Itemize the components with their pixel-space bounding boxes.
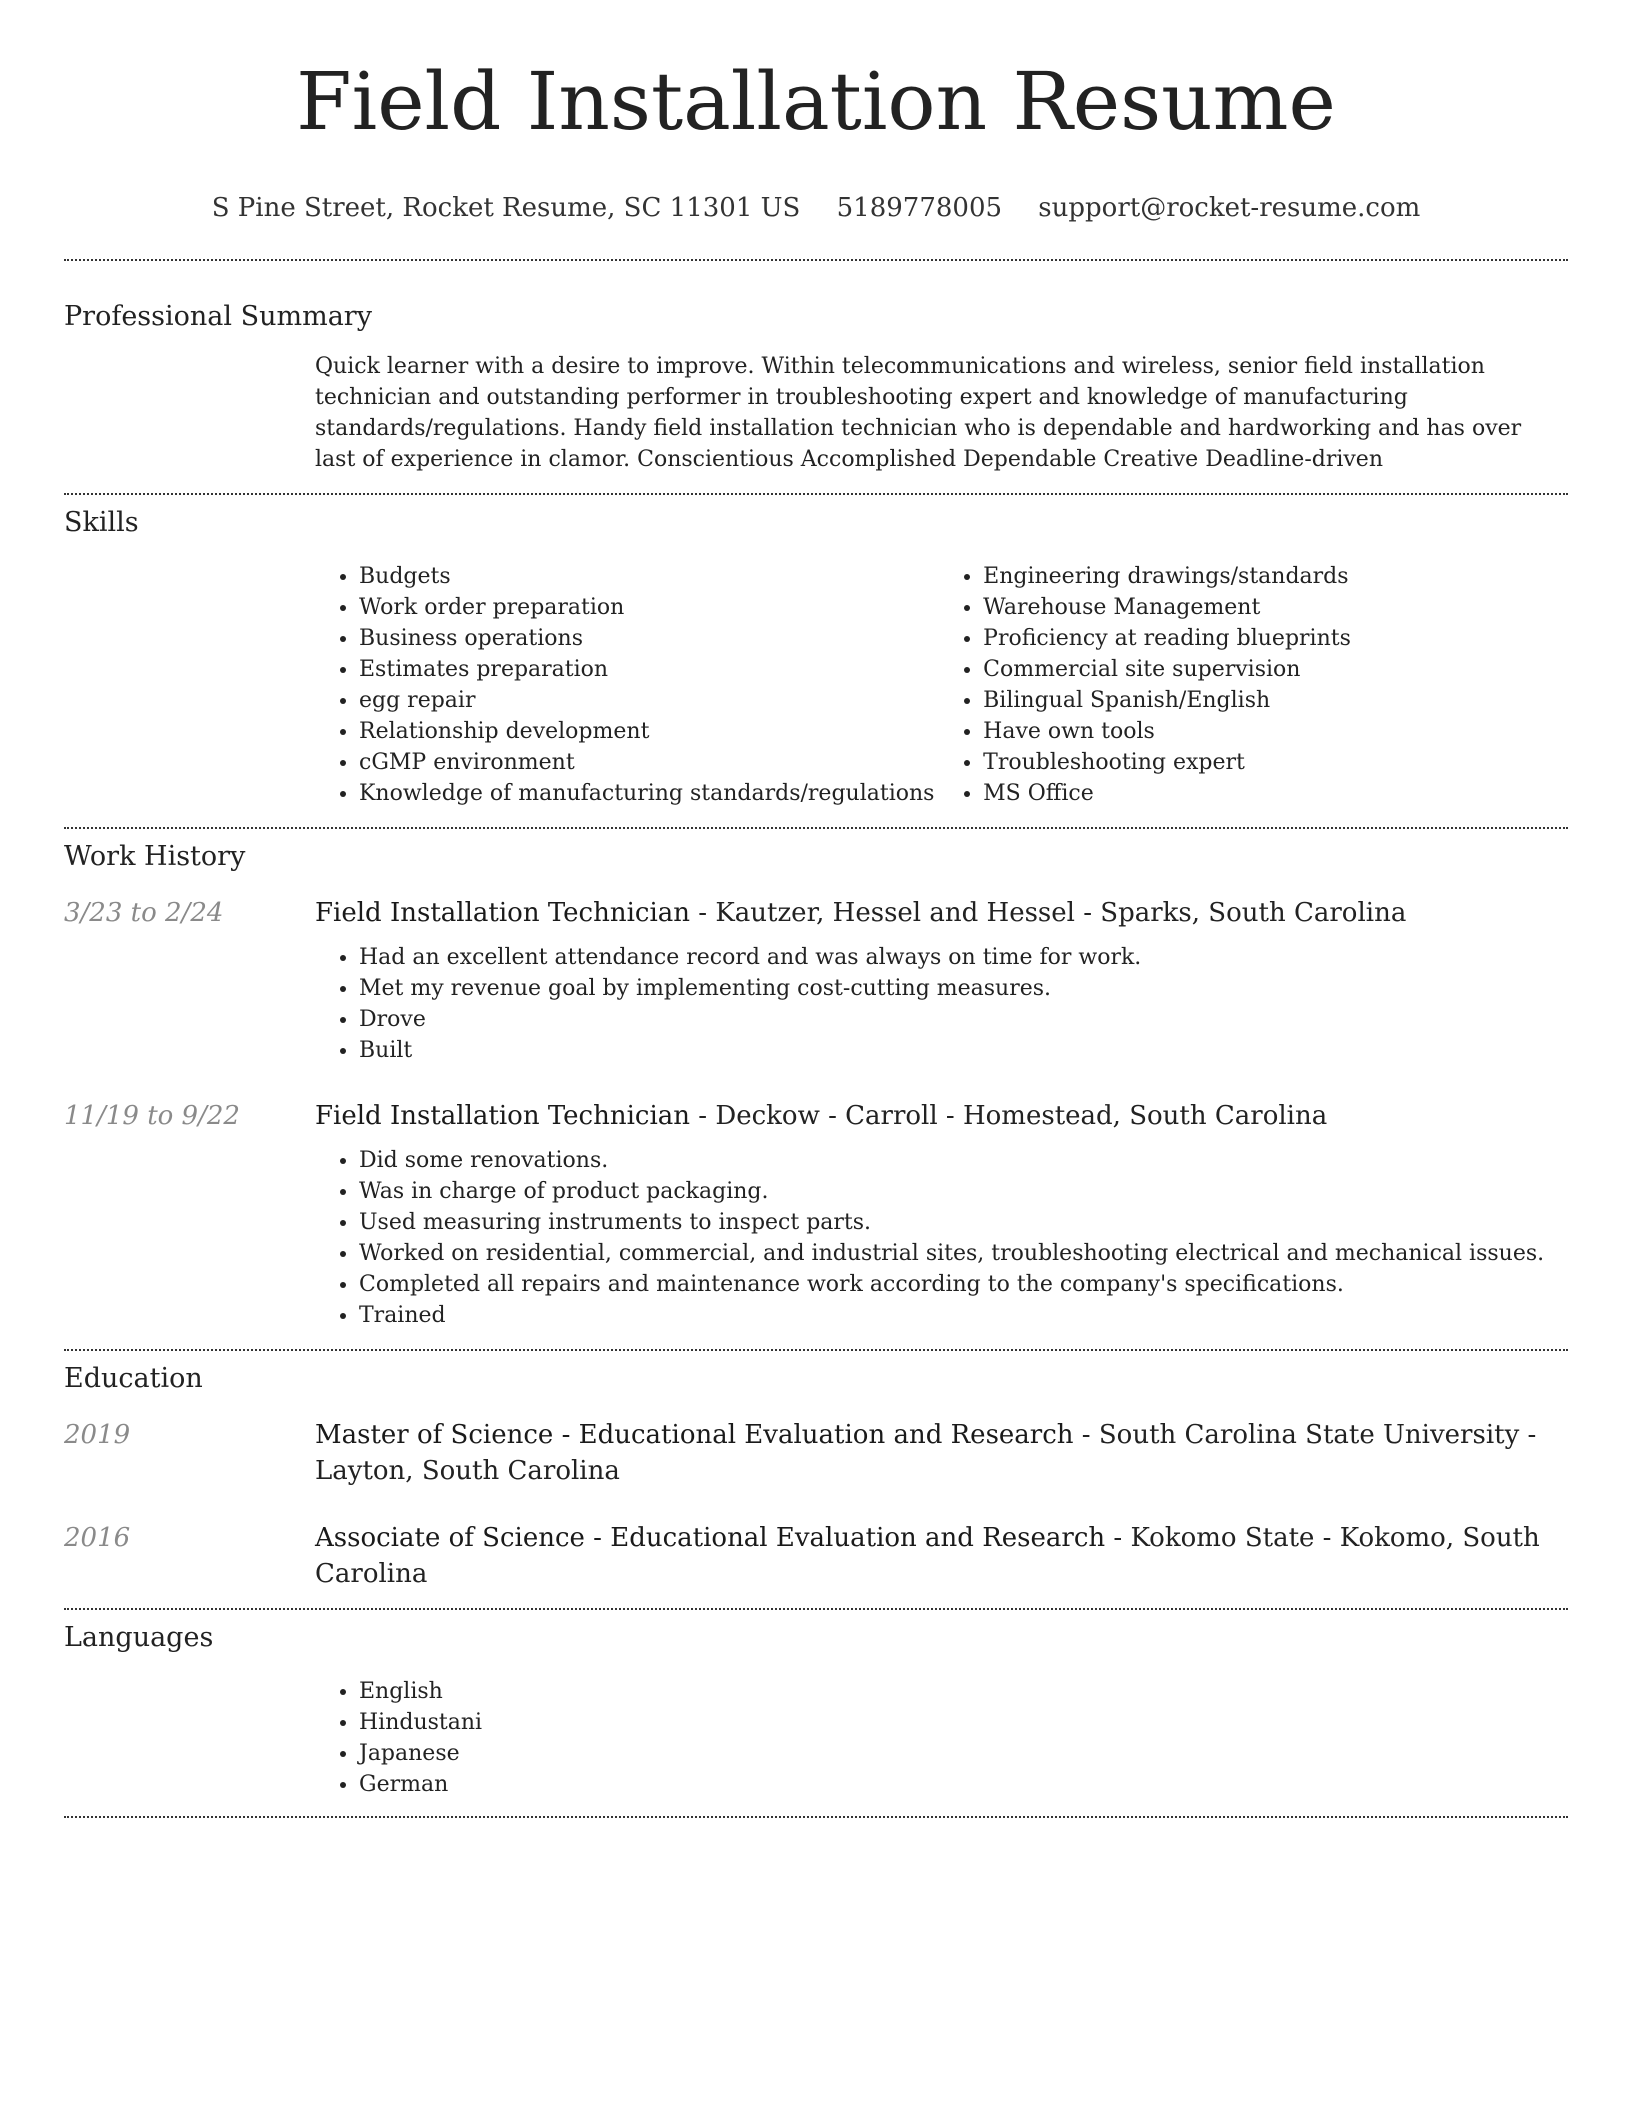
job-heading [315,895,1568,931]
list-item: • Troubleshooting expert [983,747,1568,778]
education-year: 2016 [64,1523,131,1553]
list-item: • MS Office [983,778,1568,809]
job-entry [64,1098,1568,1331]
skills-list-right [939,561,1568,809]
education-heading [315,1417,1568,1489]
resume-page [64,0,1568,1818]
list-item: • Bilingual Spanish/English [983,685,1568,716]
contact-phone: 5189778005 [836,193,1003,223]
summary-section [64,261,1568,475]
list-item: • Budgets [359,561,939,592]
list-item: • Trained [359,1300,1568,1331]
list-item: • Hindustani [359,1707,1568,1738]
work-title: Work History [64,841,246,872]
work-section [64,829,1568,1331]
skills-title: Skills [64,507,139,538]
job-heading [315,1098,1568,1134]
skills-section [64,495,1568,809]
list-item: • Estimates preparation [359,654,939,685]
list-item: • English [359,1676,1568,1707]
job-entry [64,895,1568,1066]
list-item: • Worked on residential, commercial, and industrial sites, troubleshooting electrical and mechanical issues. [359,1238,1568,1269]
list-item: • German [359,1769,1568,1800]
contact-line [64,190,1568,226]
education-year: 2019 [64,1420,131,1450]
education-degree: Master of Science - Educational Evaluation and Research [315,1420,1074,1450]
education-section [64,1351,1568,1592]
resume-title: Field Installation Resume [296,55,1336,148]
list-item: • Knowledge of manufacturing standards/regulations [359,778,939,809]
list-item: • Japanese [359,1738,1568,1769]
summary-text: Quick learner with a desire to improve. Within telecommunications and wireless, senior field installation technician and outstanding performer in troubleshooting expert and knowledge of manufacturing standards/regulations. Handy field installation technician who is dependable and hardworking and has over last of experience in clamor. Conscientious Accomplished Dependable Creative Deadline-driven [315,354,1522,472]
list-item: • Was in charge of product packaging. [359,1176,1568,1207]
job-dates: 3/23 to 2/24 [64,898,224,928]
divider [64,1816,1568,1818]
list-item: • Engineering drawings/standards [983,561,1568,592]
education-entry [64,1417,1568,1489]
list-item: • Warehouse Management [983,592,1568,623]
list-item: • Had an excellent attendance record and was always on time for work. [359,942,1568,973]
list-item: • Proficiency at reading blueprints [983,623,1568,654]
list-item: • Built [359,1035,1568,1066]
job-bullets [315,1145,1568,1331]
education-detail: - Kokomo State - Kokomo, South Carolina [315,1523,1540,1589]
list-item: • Relationship development [359,716,939,747]
list-item: • Used measuring instruments to inspect parts. [359,1207,1568,1238]
list-item: • Business operations [359,623,939,654]
list-item: • cGMP environment [359,747,939,778]
languages-title: Languages [64,1622,214,1653]
summary-title: Professional Summary [64,301,372,332]
job-role: Field Installation Technician [315,898,691,928]
job-bullets [315,942,1568,1066]
contact-address: S Pine Street, Rocket Resume, SC 11301 US [211,193,801,223]
education-entry [64,1520,1568,1592]
job-dates: 11/19 to 9/22 [64,1101,240,1131]
job-role: Field Installation Technician [315,1101,691,1131]
contact-email: support@rocket-resume.com [1038,193,1421,223]
education-heading [315,1520,1568,1592]
education-title: Education [64,1363,203,1394]
languages-list [315,1676,1568,1800]
list-item: • Commercial site supervision [983,654,1568,685]
job-detail: - Kautzer, Hessel and Hessel - Sparks, South Carolina [690,898,1407,928]
list-item: • Completed all repairs and maintenance work according to the company's specifications. [359,1269,1568,1300]
education-detail: - South Carolina State University - Layton, South Carolina [315,1420,1537,1486]
list-item: • Have own tools [983,716,1568,747]
list-item: • Met my revenue goal by implementing cost-cutting measures. [359,973,1568,1004]
list-item: • egg repair [359,685,939,716]
list-item: • Drove [359,1004,1568,1035]
languages-section [64,1610,1568,1800]
education-degree: Associate of Science - Educational Evaluation and Research [315,1523,1106,1553]
skills-list-left [315,561,939,809]
list-item: • Did some renovations. [359,1145,1568,1176]
job-detail: - Deckow - Carroll - Homestead, South Carolina [690,1101,1328,1131]
list-item: • Work order preparation [359,592,939,623]
